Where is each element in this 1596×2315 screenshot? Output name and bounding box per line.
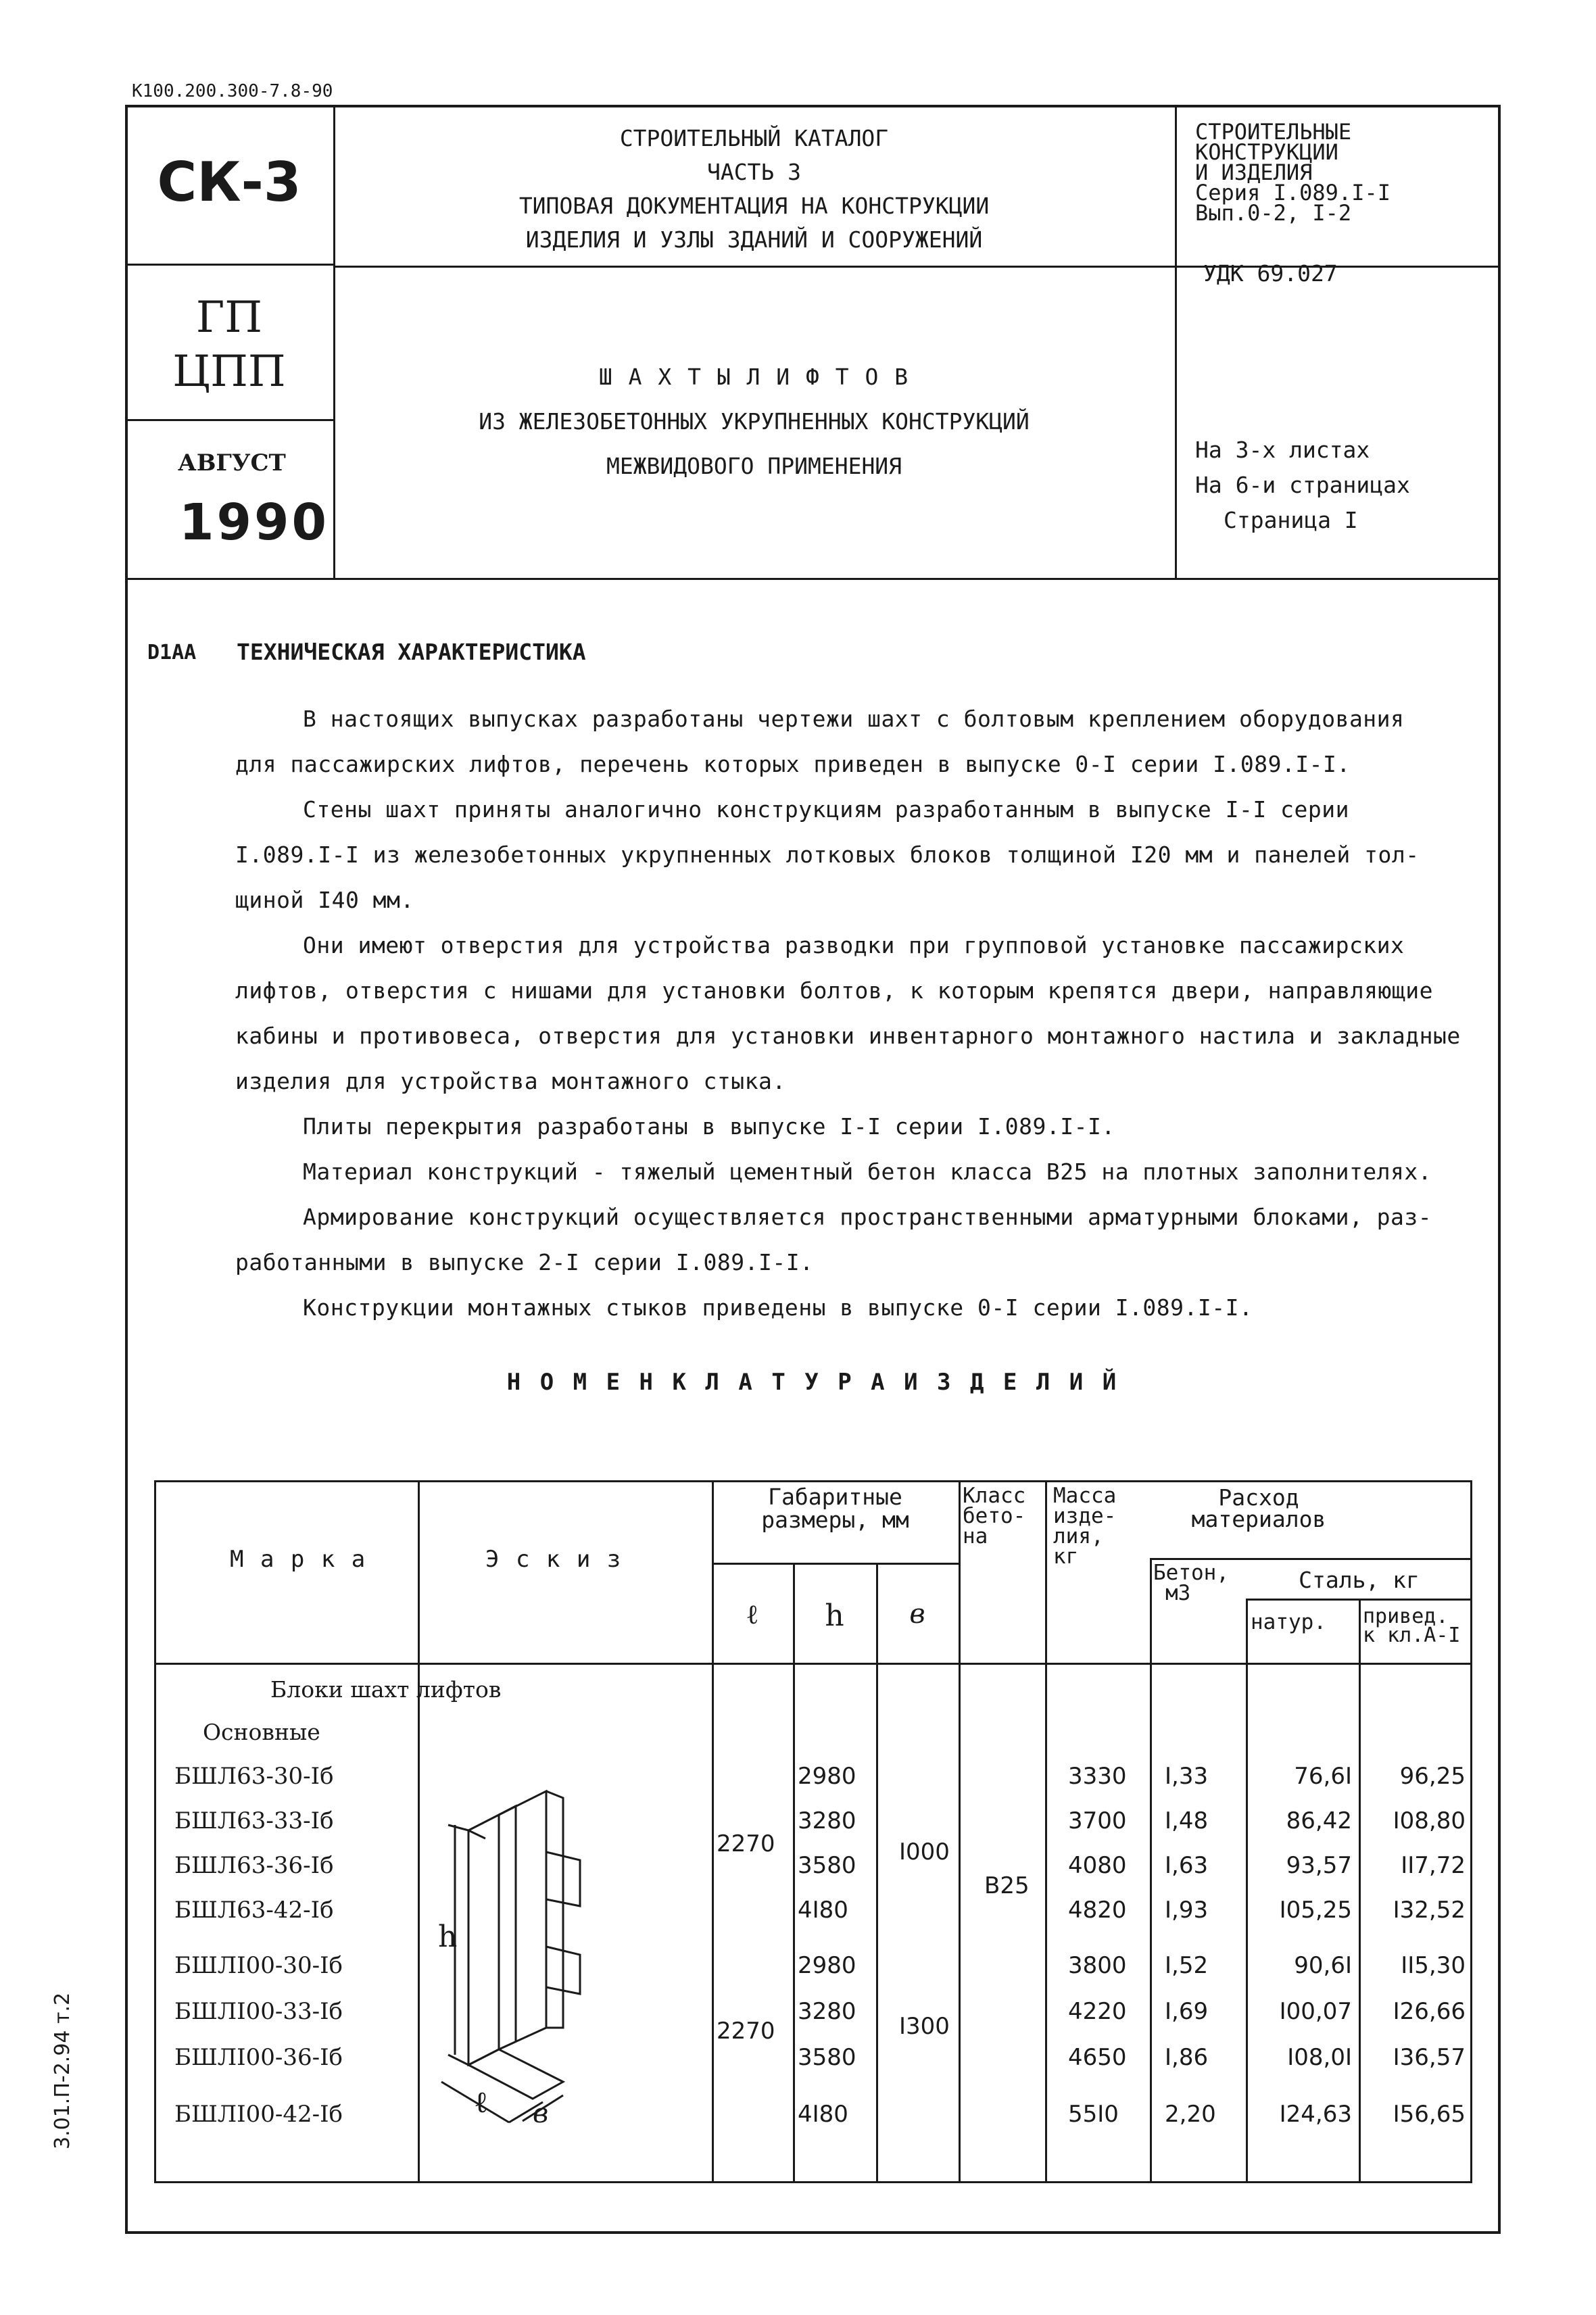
block-sketch [421, 1744, 708, 2149]
header-bottom-line [125, 578, 1501, 580]
group2-l: 2270 [717, 2018, 775, 2045]
row-natur: I24,63 [1279, 2101, 1352, 2128]
row-natur: 86,42 [1286, 1807, 1352, 1834]
row-natur: I05,25 [1279, 1897, 1352, 1924]
row-mass: 4220 [1068, 1998, 1127, 2025]
org-line-2: ЦПП [172, 347, 286, 397]
row-mark: БШЛ63-36-Iб [174, 1852, 334, 1879]
row-mass: 4650 [1068, 2044, 1127, 2071]
row-beton: 2,20 [1165, 2101, 1216, 2128]
org-line-1: ГП [195, 293, 263, 343]
header-marka: М а р к а [230, 1546, 367, 1573]
issue-year: 1990 [179, 493, 329, 552]
row-mass: 55I0 [1068, 2101, 1119, 2128]
row-natur: I08,0I [1287, 2044, 1352, 2071]
header-stal: Сталь, кг [1299, 1567, 1420, 1593]
header-raskhod: Расход материалов [1191, 1484, 1326, 1532]
row-h: 3280 [798, 1807, 856, 1834]
body-text: В настоящих выпусках разработаны чертежи шахт с болтовым креплением оборудования для пассажирских лифтов, перечень которых приведен в выпуске 0-I серии I.089.I-I. Стены шахт приняты аналогично конструкциям разработанным в выпуске I-I серии I.089.I-I из железобетонных укрупненных лотковых блоков толщиной I20 мм и панелей тол- щиной I40 мм. Они имеют отверстия для устройства разводки при групповой установке пассажирских лифтов, отверстия с нишами для установки болтов, к которым крепятся двери, направляющие кабины и противовеса, отверстия для установки инвентарного монтажного настила и закладные изделия для устройства монтажного стыка. Плиты перекрытия разработаны в выпуске I-I серии I.089.I-I. Материал конструкций - тяжелый цементный бетон класса В25 на плотных заполнителях. Армирование конструкций осуществляется пространственными арматурными блоками, раз- работанными в выпуске 2-I серии I.089.I-I. Конструкции монтажных стыков приведены в выпуске 0-I серии I.089.I-I. [235, 706, 1461, 1321]
row-mark: БШЛ63-42-Iб [174, 1897, 334, 1924]
row-mark: БШЛI00-36-Iб [174, 2044, 343, 2071]
group-title: Блоки шахт лифтов [270, 1676, 502, 1703]
section-code: D1AA [147, 641, 197, 664]
row-mark: БШЛI00-42-Iб [174, 2101, 343, 2128]
row-h: 4I80 [798, 2101, 848, 2128]
row-mass: 3800 [1068, 1952, 1127, 1979]
nomenclature-title: Н О М Е Н К Л А Т У Р А И З Д Е Л И Й [506, 1369, 1119, 1396]
subgroup-title: Основные [203, 1719, 320, 1745]
row-mass: 4080 [1068, 1852, 1127, 1879]
group1-b: I000 [899, 1838, 950, 1866]
row-beton: I,69 [1165, 1998, 1209, 2025]
row-mark: БШЛ63-30-Iб [174, 1763, 334, 1790]
row-priv: I26,66 [1393, 1998, 1466, 2025]
header-h: h [825, 1599, 844, 1633]
sketch-label-h: h [438, 1920, 458, 1954]
row-h: 3580 [798, 2044, 856, 2071]
catalog-title: СТРОИТЕЛЬНЫЙ КАТАЛОГ ЧАСТЬ 3 ТИПОВАЯ ДОКУМЕНТАЦИЯ НА КОНСТРУКЦИИ ИЗДЕЛИЯ И УЗЛЫ ЗДАНИЙ И СООРУЖЕНИЙ [518, 125, 990, 253]
document-title: Ш А Х Т Ы Л И Ф Т О В ИЗ ЖЕЛЕЗОБЕТОННЫХ УКРУПНЕННЫХ КОНСТРУКЦИЙ МЕЖВИДОВОГО ПРИМЕНЕНИЯ [479, 364, 1030, 479]
sketch-label-l: ℓ [474, 2085, 489, 2120]
sketch-label-b: в [533, 2098, 549, 2129]
row-h: 2980 [798, 1952, 856, 1979]
sheet-info: На 3-х листах На 6-и страницах Страница I [1195, 437, 1410, 533]
row-h: 4I80 [798, 1897, 848, 1924]
row-h: 3580 [798, 1852, 856, 1879]
row-beton: I,33 [1165, 1763, 1209, 1790]
row-beton: I,48 [1165, 1807, 1209, 1834]
catalog-code: СК-3 [157, 151, 301, 214]
row-natur: 76,6I [1294, 1763, 1352, 1790]
header-beton: Бетон, м3 [1153, 1561, 1229, 1605]
row-priv: I32,52 [1393, 1897, 1466, 1924]
document-code: К100.200.300-7.8-90 [132, 81, 333, 101]
udk-code: УДК 69.027 [1203, 260, 1338, 287]
row-priv: I56,65 [1393, 2101, 1466, 2128]
row-beton: I,63 [1165, 1852, 1209, 1879]
row-mark: БШЛ63-33-Iб [174, 1807, 334, 1834]
group1-l: 2270 [717, 1830, 775, 1857]
section-title: ТЕХНИЧЕСКАЯ ХАРАКТЕРИСТИКА [237, 639, 586, 665]
row-beton: I,93 [1165, 1897, 1209, 1924]
issue-month: АВГУСТ [178, 449, 286, 477]
side-note: 3.01.П-2.94 т.2 [51, 1992, 74, 2149]
row-natur: 93,57 [1286, 1852, 1352, 1879]
header-eskiz: Э с к и з [485, 1546, 623, 1573]
row-natur: I00,07 [1279, 1998, 1352, 2025]
row-beton: I,52 [1165, 1952, 1209, 1979]
row-priv: 96,25 [1399, 1763, 1466, 1790]
row-mass: 3700 [1068, 1807, 1127, 1834]
header-massa: Масса изде- лия, кг [1053, 1484, 1117, 1569]
header-klass: Класс бето- на [963, 1484, 1026, 1549]
row-mark: БШЛI00-30-Iб [174, 1952, 343, 1979]
row-beton: I,86 [1165, 2044, 1209, 2071]
row-mass: 3330 [1068, 1763, 1127, 1790]
row-h: 2980 [798, 1763, 856, 1790]
nomenclature-table [154, 1480, 1472, 2183]
header-right-divider [1175, 105, 1177, 578]
header-priv: привед. к кл.А-I [1363, 1605, 1461, 1647]
header-gabarit: Габаритные размеры, мм [761, 1484, 909, 1533]
row-mass: 4820 [1068, 1897, 1127, 1924]
row-priv: II7,72 [1401, 1852, 1466, 1879]
group2-b: I300 [899, 2013, 950, 2040]
header-l: ℓ [746, 1599, 759, 1630]
group1-klass: В25 [984, 1872, 1030, 1899]
header-natur: натур. [1251, 1610, 1326, 1634]
series-block: СТРОИТЕЛЬНЫЕ КОНСТРУКЦИИ И ИЗДЕЛИЯ Серия I.089.I-I Вып.0-2, I-2 [1195, 119, 1391, 226]
row-priv: II5,30 [1401, 1952, 1466, 1979]
row-h: 3280 [798, 1998, 856, 2025]
row-natur: 90,6I [1294, 1952, 1352, 1979]
row-priv: I08,80 [1393, 1807, 1466, 1834]
stamp-block [125, 105, 333, 578]
header-b: в [909, 1599, 925, 1630]
row-mark: БШЛI00-33-Iб [174, 1998, 343, 2025]
row-priv: I36,57 [1393, 2044, 1466, 2071]
